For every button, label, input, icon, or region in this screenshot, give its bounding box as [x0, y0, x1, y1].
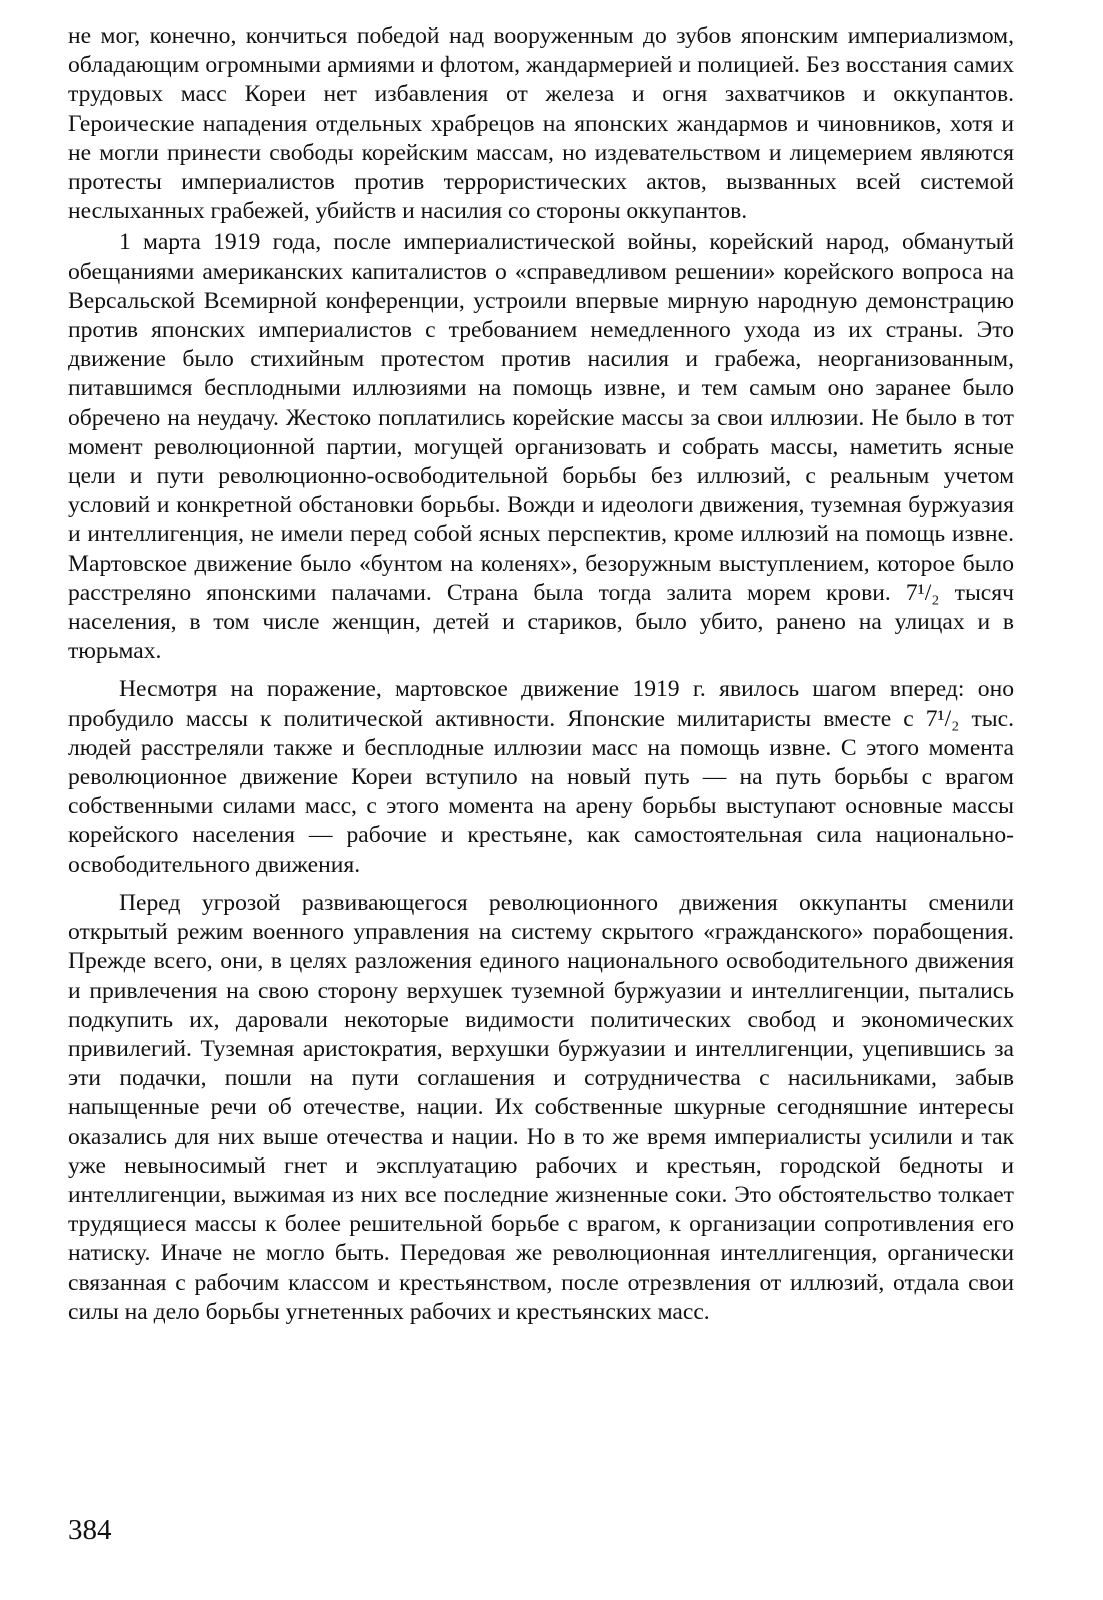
- page-body: [68, 22, 1014, 1327]
- page-number: 384: [68, 1514, 112, 1546]
- paragraph: Перед угрозой развивающегося революционного движения оккупанты сменили открытый режим военного управления на систему скрытого «гражданского» порабощения. Прежде всего, они, в целях разложения единого национального освободительного движения и привлечения на свою сторону верхушек туземной буржуазии и интеллигенции, пытались подкупить их, даровали некоторые видимости политических свобод и экономических привилегий. Туземная аристократия, верхушки буржуазии и интеллигенции, уцепившись за эти подачки, пошли на пути соглашения и сотрудничества с насильниками, забыв напыщенные речи об отечестве, нации. Их собственные шкурные сегодняшние интересы оказались для них выше отечества и нации. Но в то же время империалисты усилили и так уже невыносимый гнет и эксплуатацию рабочих и крестьян, городской бедноты и интеллигенции, выжимая из них все последние жизненные соки. Это обстоятельство толкает трудящиеся массы к более решительной борьбе с врагом, к организации сопротивления его натиску. Иначе не могло быть. Передовая же революционная интеллигенция, органически связанная с рабочим классом и крестьянством, после отрезвления от иллюзий, отдала свои силы на дело борьбы угнетенных рабочих и крестьянских масс.: [68, 889, 1014, 1325]
- paragraph: Несмотря на поражение, мартовское движение 1919 г. явилось шагом вперед: оно пробудило массы к политической активности. Японские милитаристы вместе с 7¹/₂ тыс. людей расстреляли также и бесплодные иллюзии масс на помощь извне. С этого момента революционное движение Кореи вступило на новый путь — на путь борьбы с врагом собственными силами масс, с этого момента на арену борьбы выступают основные массы корейского населения — рабочие и крестьяне, как самостоятельная сила национально-освободительного движения.: [68, 676, 1014, 878]
- paragraph: 1 марта 1919 года, после империалистической войны, корейский народ, обманутый обещаниями американских капиталистов о «справедливом решении» корейского вопроса на Версальской Всемирной конференции, устроили впервые мирную народную демонстрацию против японских империалистов с требованием немедленного ухода из их страны. Это движение было стихийным протестом против насилия и грабежа, неорганизованным, питавшимся бесплодными иллюзиями на помощь извне, и тем самым оно заранее было обречено на неудачу. Жестоко поплатились корейские массы за свои иллюзии. Не было в тот момент революционной партии, могущей организовать и собрать массы, наметить ясные цели и пути революционно-освободительной борьбы без иллюзий, с реальным учетом условий и конкретной обстановки борьбы. Вожди и идеологи движения, туземная буржуазия и интеллигенция, не имели перед собой ясных перспектив, кроме иллюзий на помощь извне. Мартовское движение было «бунтом на коленях», безоружным выступлением, которое было расстреляно японскими палачами. Страна была тогда залита морем крови. 7¹/₂ тысяч населения, в том числе женщин, детей и стариков, было убито, ранено на улицах и в тюрьмах.: [68, 229, 1014, 665]
- paragraph: не мог, конечно, кончиться победой над вооруженным до зубов японским империализмом, обладающим огромными армиями и флотом, жандармерией и полицией. Без восстания самих трудовых масс Кореи нет избавления от железа и огня захватчиков и оккупантов. Героические нападения отдельных храбрецов на японских жандармов и чиновников, хотя и не могли принести свободы корейским массам, но издевательством и лицемерием являются протесты империалистов против террористических актов, вызванных всей системой неслыханных грабежей, убийств и насилия со стороны оккупантов.: [68, 23, 1014, 225]
